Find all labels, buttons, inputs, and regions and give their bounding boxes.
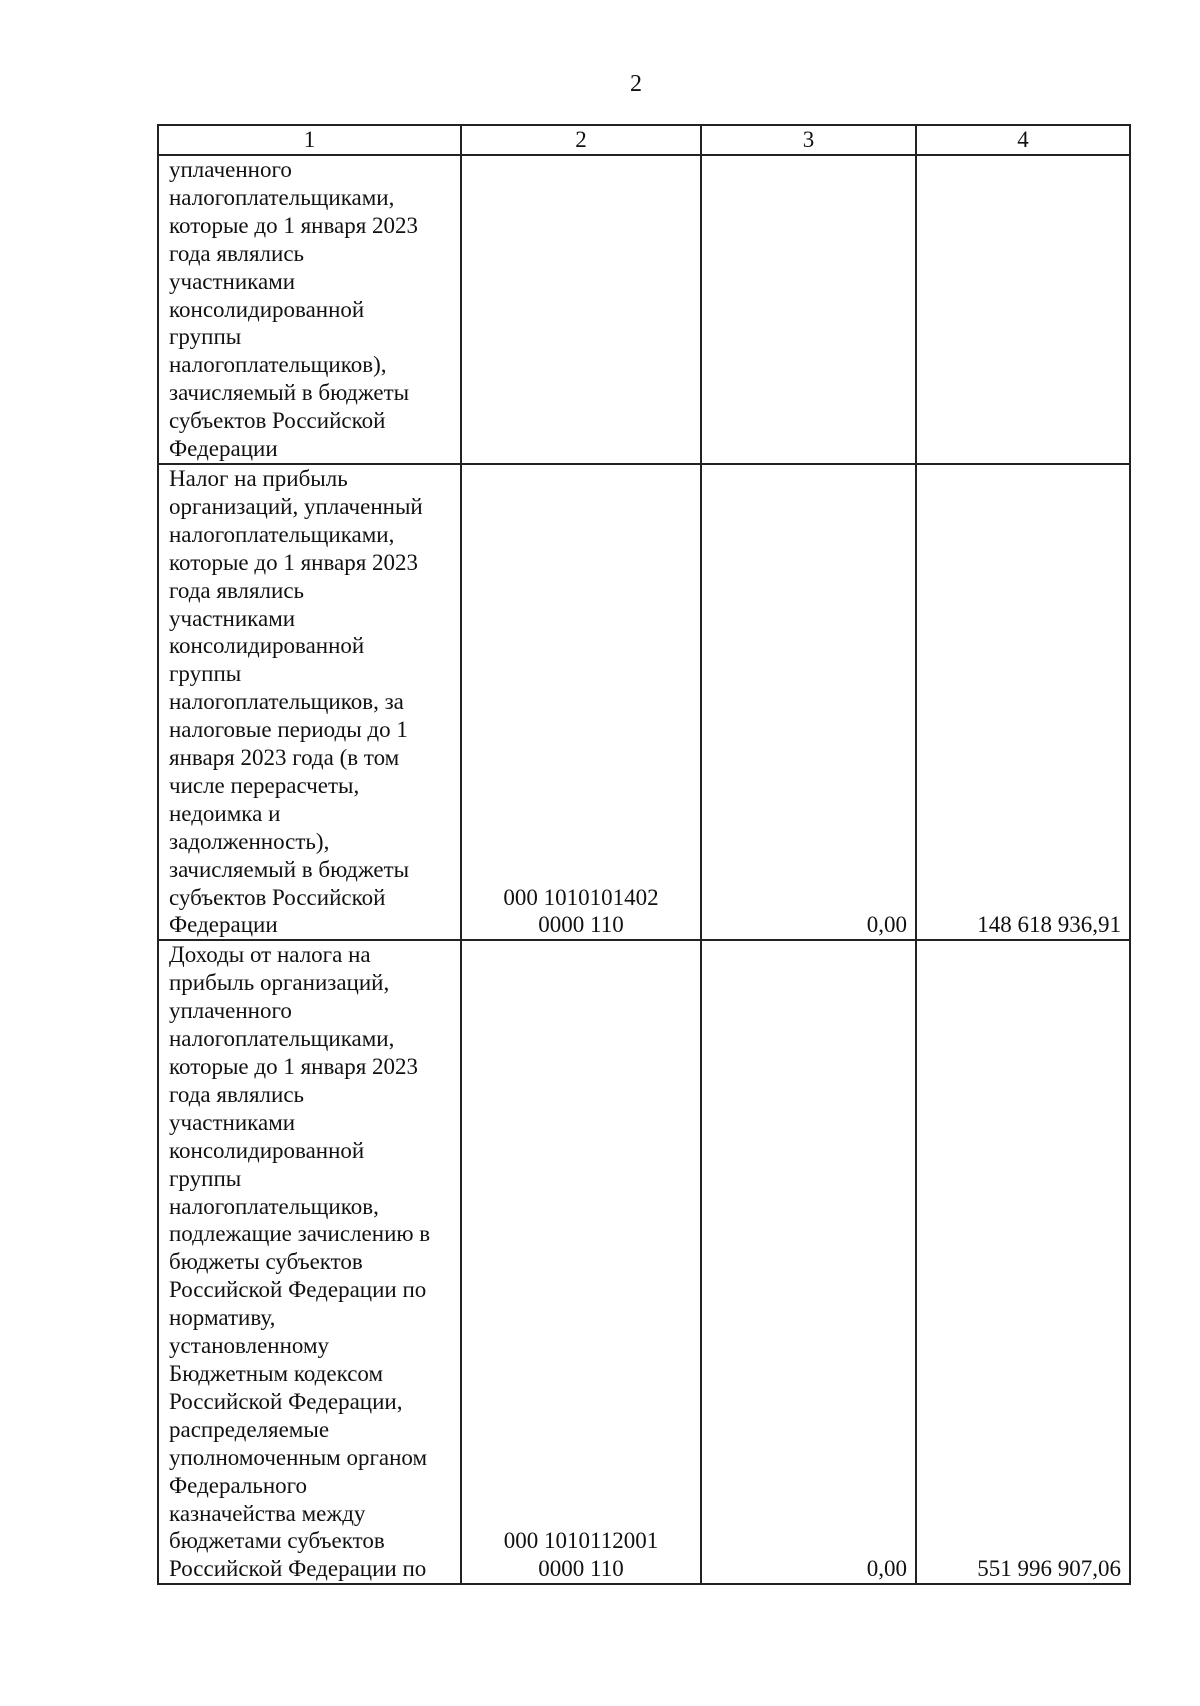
table-row xyxy=(158,464,1130,940)
row-description: Налог на прибыль организаций, уплаченный налогоплательщиками, которые до 1 января 2023 года являлись участниками консолидированной группы налогоплательщиков, за налоговые периоды до 1 января 2023 года (в том числе перерасчеты, недоимка и задолженность), зачисляемый в бюджеты субъектов Российской Федерации xyxy=(158,464,461,940)
row-budget-code xyxy=(461,155,701,464)
row-budget-code: 000 1010101402 0000 110 xyxy=(461,464,701,940)
row-value-col4: 148 618 936,91 xyxy=(916,464,1130,940)
column-header-2: 2 xyxy=(461,125,701,155)
row-value-col3 xyxy=(701,155,916,464)
row-value-col4: 551 996 907,06 xyxy=(916,940,1130,1584)
row-budget-code: 000 1010112001 0000 110 xyxy=(461,940,701,1584)
row-value-col3: 0,00 xyxy=(701,464,916,940)
table-row xyxy=(158,155,1130,464)
page-number: 2 xyxy=(630,71,642,97)
row-description: Доходы от налога на прибыль организаций, уплаченного налогоплательщиками, которые до 1 января 2023 года являлись участниками консолидированной группы налогоплательщиков, подлежащие зачислению в бюджеты субъектов Российской Федерации по нормативу, установленному Бюджетным кодексом Российской Федерации, распределяемые уполномоченным органом Федерального казначейства между бюджетами субъектов Российской Федерации по xyxy=(158,940,461,1584)
column-header-3: 3 xyxy=(701,125,916,155)
row-value-col3: 0,00 xyxy=(701,940,916,1584)
table-row xyxy=(158,940,1130,1584)
revenue-table xyxy=(157,124,1131,1585)
row-value-col4 xyxy=(916,155,1130,464)
table-header-row xyxy=(158,125,1130,155)
row-description: уплаченного налогоплательщиками, которые до 1 января 2023 года являлись участниками консолидированной группы налогоплательщиков), зачисляемый в бюджеты субъектов Российской Федерации xyxy=(158,155,461,464)
column-header-1: 1 xyxy=(158,125,461,155)
column-header-4: 4 xyxy=(916,125,1130,155)
